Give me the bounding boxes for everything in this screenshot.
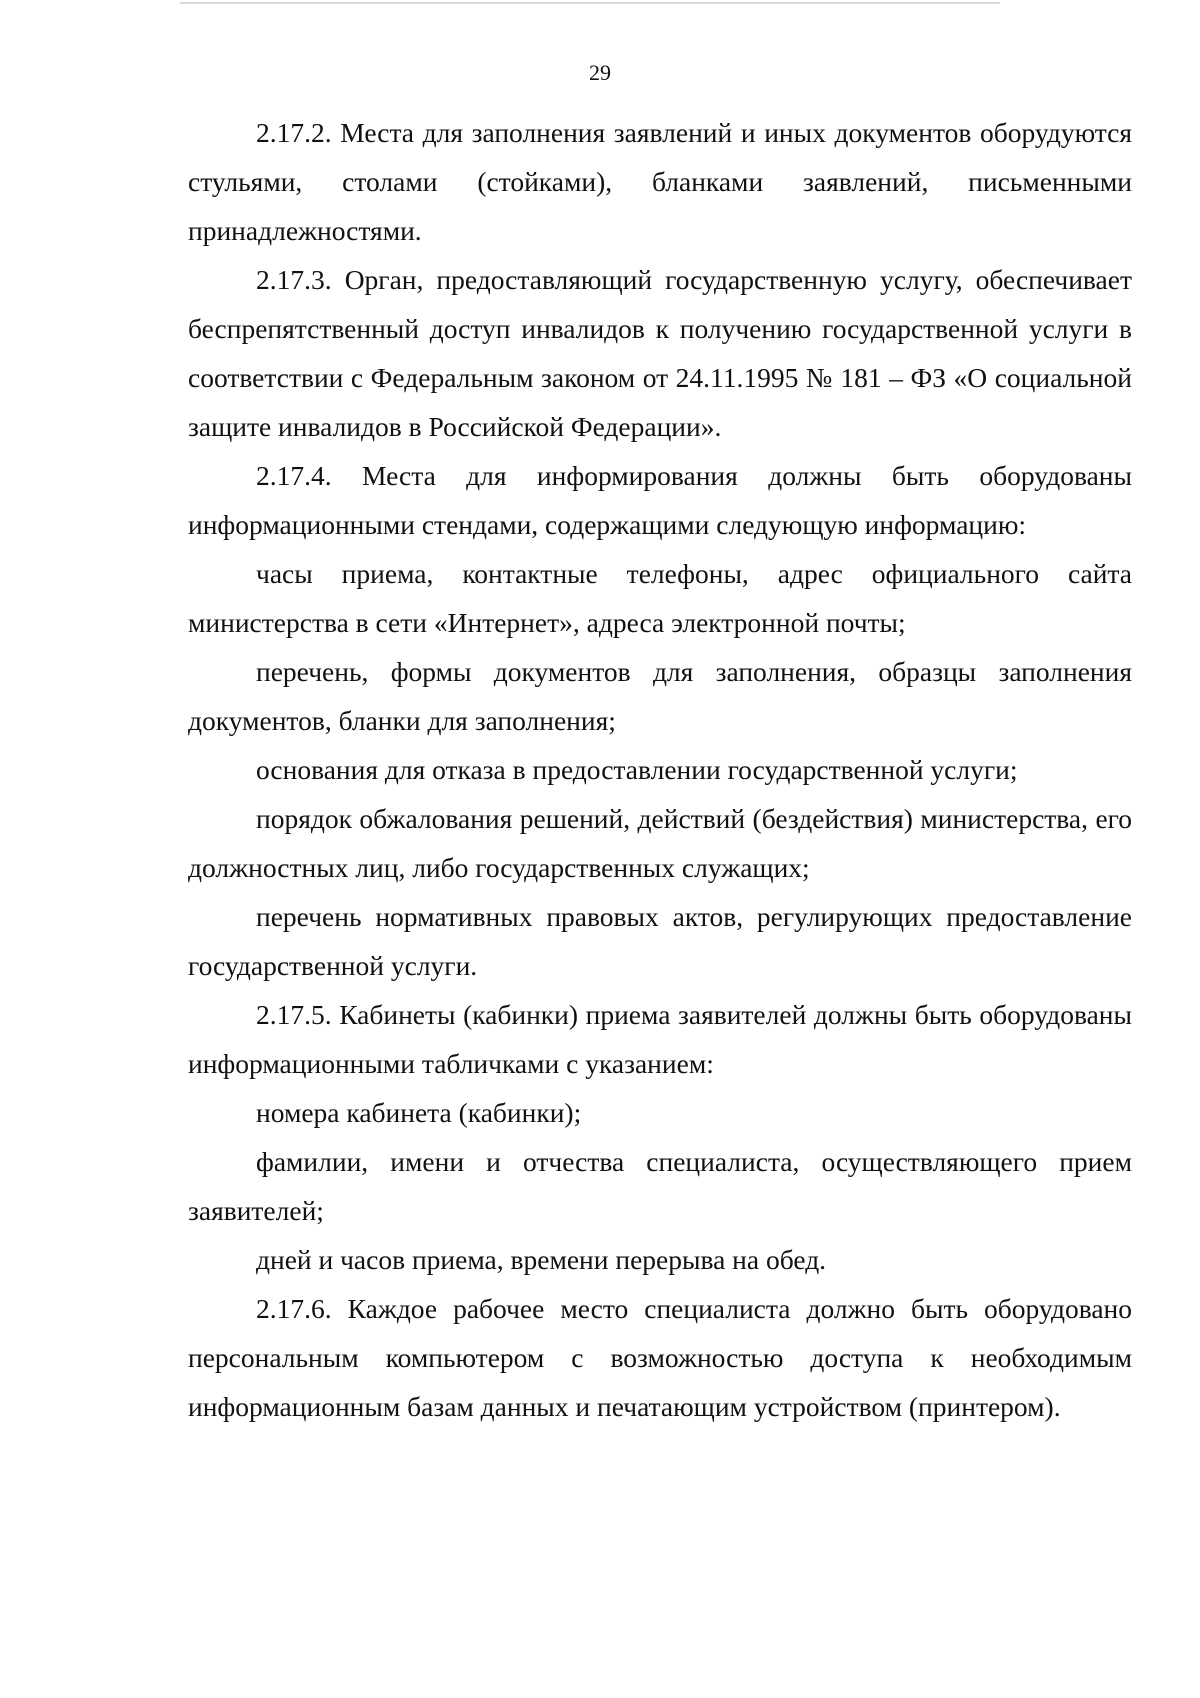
- paragraph-2-17-2: 2.17.2. Места для заполнения заявлений и иных документов оборудуются стульями, столами (стойками), бланками заявлений, письменными принадлежностями.: [188, 117, 1132, 246]
- paragraph-2-17-3: 2.17.3. Орган, предоставляющий государственную услугу, обеспечивает беспрепятственный доступ инвалидов к получению государственной услуги в соответствии с Федеральным законом от 24.11.1995 № 181 – ФЗ «О социальной защите инвалидов в Российской Федерации».: [188, 264, 1132, 442]
- paragraph-2-17-6: 2.17.6. Каждое рабочее место специалиста должно быть оборудовано персональным компьютером с возможностью доступа к необходимым информационным базам данных и печатающим устройством (принтером).: [188, 1293, 1132, 1422]
- list-item-hours-contacts: часы приема, контактные телефоны, адрес официального сайта министерства в сети «Интернет», адреса электронной почты;: [188, 558, 1132, 638]
- paragraph-2-17-4: 2.17.4. Места для информирования должны быть оборудованы информационными стендами, содержащими следующую информацию:: [188, 460, 1132, 540]
- list-item-legal-acts: перечень нормативных правовых актов, регулирующих предоставление государственной услуги.: [188, 901, 1132, 981]
- list-item-reception-days: дней и часов приема, времени перерыва на обед.: [256, 1244, 827, 1275]
- document-body: [188, 108, 1132, 1431]
- list-item-appeal-procedure: порядок обжалования решений, действий (бездействия) министерства, его должностных лиц, либо государственных служащих;: [188, 803, 1132, 883]
- page-number: 29: [589, 60, 611, 85]
- list-item-refusal-grounds: основания для отказа в предоставлении государственной услуги;: [256, 754, 1018, 785]
- list-item-forms: перечень, формы документов для заполнения, образцы заполнения документов, бланки для заполнения;: [188, 656, 1132, 736]
- list-item-room-number: номера кабинета (кабинки);: [256, 1097, 582, 1128]
- paragraph-2-17-5: 2.17.5. Кабинеты (кабинки) приема заявителей должны быть оборудованы информационными табличками с указанием:: [188, 999, 1132, 1079]
- scan-edge-artifact: [180, 2, 1000, 4]
- list-item-specialist-name: фамилии, имени и отчества специалиста, осуществляющего прием заявителей;: [188, 1146, 1132, 1226]
